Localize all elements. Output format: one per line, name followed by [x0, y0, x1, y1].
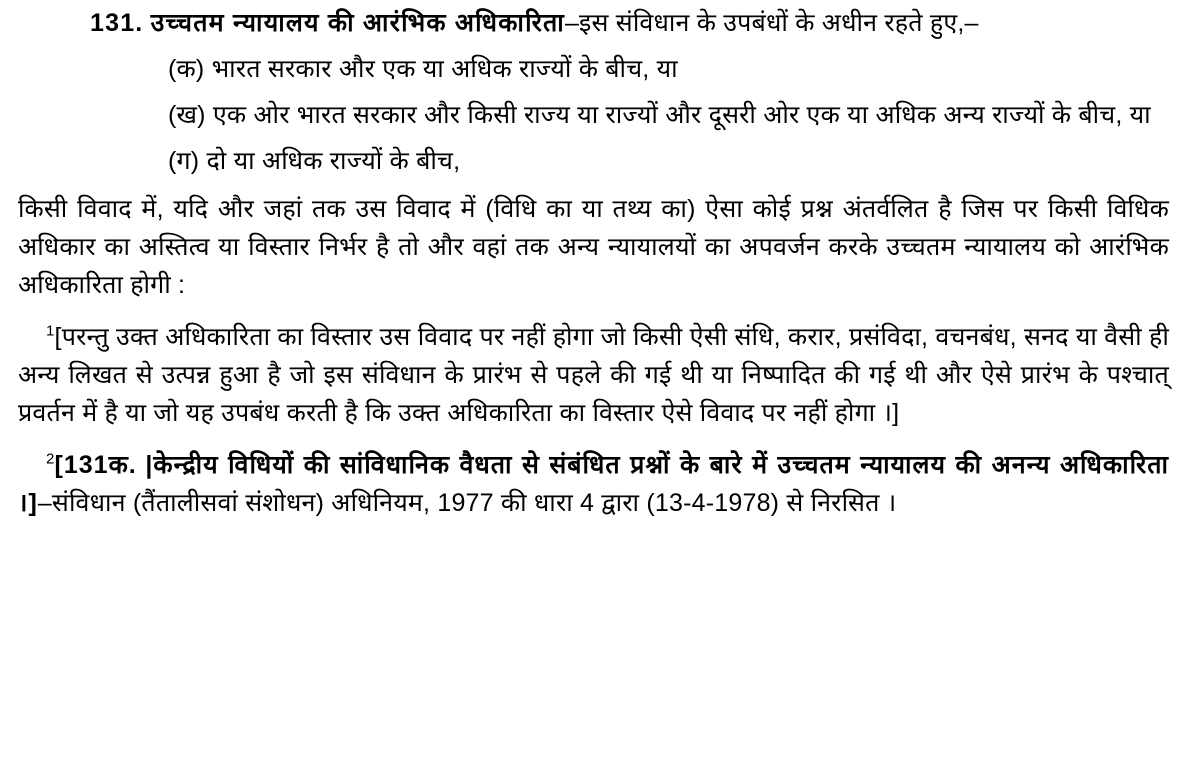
repealed-article-note: –संविधान (तैंतालीसवां संशोधन) अधिनियम, 1977 की धारा 4 द्वारा (13-4-1978) से निरसित । [37, 489, 897, 517]
repealed-separator: | [145, 451, 154, 479]
article-dash: – [564, 9, 580, 37]
clause-ga-marker: (ग) [168, 147, 200, 175]
clause-ga-text: दो या अधिक राज्यों के बीच, [206, 147, 461, 175]
footnote-marker-2: 2 [46, 450, 55, 468]
clause-kha-text: एक ओर भारत सरकार और किसी राज्य या राज्यों और दूसरी ओर एक या अधिक अन्य राज्यों के बीच, या [212, 101, 1151, 129]
clause-kha [18, 96, 1169, 134]
proviso-open-bracket: [ [54, 323, 62, 351]
repealed-article-title: केन्द्रीय विधियों की सांविधानिक वैधता से संबंधित प्रश्नों के बारे में उच्चतम न्यायालय की अनन्य अधिकारिता ।] [18, 451, 1169, 517]
repealed-open-bracket: [ [54, 451, 64, 479]
main-body-paragraph: किसी विवाद में, यदि और जहां तक उस विवाद में (विधि का या तथ्य का) ऐसा कोई प्रश्न अंतर्वलित है जिस पर किसी विधिक अधिकार का अस्तित्व या विस्तार निर्भर है तो और वहां तक अन्य न्यायालयों का अपवर्जन करके उच्चतम न्यायालय को आरंभिक अधिकारिता होगी : [18, 195, 1169, 299]
proviso-text: परन्तु उक्त अधिकारिता का विस्तार उस विवाद पर नहीं होगा जो किसी ऐसी संधि, करार, प्रसंविदा, वचनबंध, सनद या वैसी ही अन्य लिखत से उत्पन्न हुआ है जो इस संविधान के प्रारंभ से पहले की गई थी या निष्पादित की गई थी और ऐसे प्रारंभ के पश्चात् प्रवर्तन में है या जो यह उपबंध करती है कि उक्त अधिकारिता का विस्तार ऐसे विवाद पर नहीं होगा ।] [18, 323, 1169, 427]
article-number: 131. [90, 9, 144, 37]
clause-ga [18, 142, 1169, 180]
article-lead-in: इस संविधान के उपबंधों के अधीन रहते हुए,– [579, 9, 979, 37]
repealed-article-paragraph [18, 446, 1169, 522]
clause-kha-marker: (ख) [168, 101, 206, 129]
proviso-paragraph [18, 318, 1169, 432]
footnote-marker-1: 1 [46, 322, 55, 340]
clause-ka-text: भारत सरकार और एक या अधिक राज्यों के बीच, या [211, 55, 678, 83]
clause-ka [18, 50, 1169, 88]
clause-ka-marker: (क) [168, 55, 205, 83]
repealed-article-number: 131क. [63, 451, 137, 479]
article-heading-paragraph [18, 4, 1169, 42]
article-title: उच्चतम न्यायालय की आरंभिक अधिकारिता [150, 9, 565, 37]
